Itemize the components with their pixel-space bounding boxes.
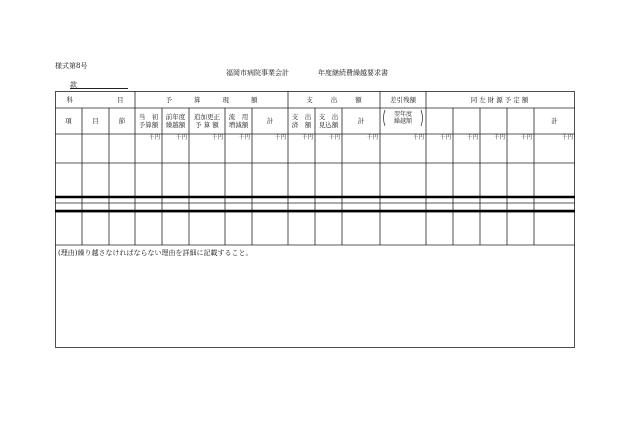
tousho-line-1: 当 初 [138, 112, 159, 121]
kamoku-group-header [55, 92, 135, 108]
reason-note: (理由)繰り越さなければならない理由を詳細に記載すること。 [58, 249, 253, 257]
yosan-char-1: 予 [165, 96, 172, 104]
unit-label: 千円 [148, 135, 160, 141]
unit-label: 千円 [211, 135, 223, 141]
unit-label: 千円 [274, 135, 286, 141]
shishutsu-char-1: 支 [306, 96, 313, 104]
form-number: 様式第8号 [55, 62, 88, 70]
yosan-genkaku-group-header [135, 92, 288, 108]
shishutsu-char-3: 額 [355, 96, 362, 104]
shishutsu-mikomi-header [315, 108, 342, 134]
ryuuyou-line-1: 流 用 [228, 112, 249, 121]
shishutsu-zumi-line-1: 支 出 [291, 112, 312, 121]
unit-label: 千円 [466, 135, 478, 141]
zennendo-line-2: 繰越額 [165, 121, 186, 129]
yosan-char-2: 算 [194, 96, 201, 104]
organization-name: 福岡市病院事業会計 [226, 69, 289, 77]
yosan-char-4: 額 [251, 96, 258, 104]
tsuika-line-2: 予 算 額 [195, 121, 219, 129]
unit-label: 千円 [493, 135, 505, 141]
shishutsu-mikomi-line-2: 見込額 [318, 121, 339, 129]
sashihiki-zandaka-header: 差引残額 [390, 96, 416, 104]
shishutsu-kei-header: 計 [357, 117, 365, 125]
yokunendo-line-1: 翌年度 [393, 110, 412, 118]
ryuuyou-line-2: 増減額 [228, 121, 249, 129]
shishutsu-mikomi-line-1: 支 出 [318, 112, 339, 121]
zaigen-kei-header: 計 [551, 117, 558, 125]
yosan-kei-header: 計 [266, 117, 274, 125]
kou-header: 項 [65, 117, 72, 125]
zennendo-kurikoshigaku-header [162, 108, 189, 134]
ryuuyou-zougengaku-header [225, 108, 252, 134]
kan-label: 款 [70, 81, 77, 89]
zennendo-line-1: 前年度 [165, 112, 186, 121]
shishutsu-zumi-line-2: 済 額 [291, 121, 312, 129]
tousho-yosangaku-header [135, 108, 162, 134]
shishutsu-char-2: 出 [330, 96, 338, 104]
unit-label: 千円 [412, 135, 424, 141]
unit-label: 千円 [328, 135, 340, 141]
tsuika-line-1: 追加更正 [194, 112, 220, 121]
yokunendo-line-2: 繰越額 [393, 118, 412, 125]
kamoku-char-2: 目 [117, 96, 124, 104]
unit-label: 千円 [301, 135, 313, 141]
kamoku-char-1: 科 [66, 96, 73, 104]
unit-label: 千円 [238, 135, 250, 141]
tsuika-kousei-header [189, 108, 225, 134]
document-title: 年度継続費繰越要求書 [318, 69, 388, 77]
unit-label: 千円 [520, 135, 532, 141]
unit-label: 千円 [439, 135, 451, 141]
shishutsu-zumi-header [288, 108, 315, 134]
yosan-char-3: 現 [222, 96, 229, 104]
unit-label: 千円 [366, 135, 378, 141]
unit-label: 千円 [175, 135, 187, 141]
moku-header: 目 [92, 117, 99, 125]
budget-carryover-table [55, 91, 575, 348]
kan-underline [70, 88, 128, 89]
dou-zaigen-header: 同左財源予定額 [470, 96, 531, 104]
yokunendo-kurikoshigaku-header [385, 109, 421, 127]
shishutsu-gaku-group-header [288, 92, 380, 108]
unit-label: 千円 [561, 135, 573, 141]
tousho-line-2: 予算額 [138, 121, 159, 129]
setsu-header: 節 [118, 117, 126, 125]
